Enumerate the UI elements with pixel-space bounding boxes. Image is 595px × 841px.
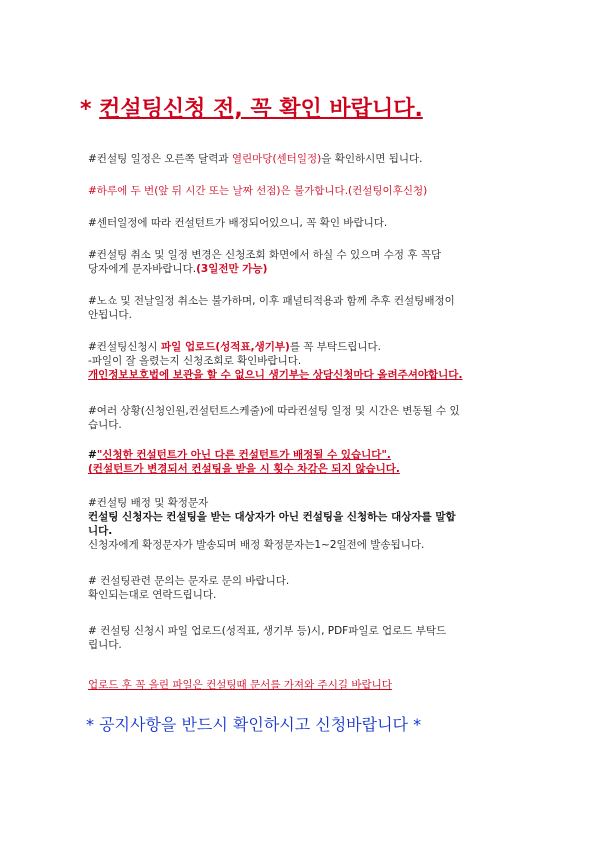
notice-file-upload-text-end: 를 꼭 부탁드립니다. — [289, 341, 381, 353]
notice-file-upload-text: #컨설팅신청시 — [88, 341, 161, 353]
notice-consultant-assignment-text: #센터일정에 따라 컨설턴트가 배정되어있으니, 꼭 확인 바랍니다. — [88, 217, 388, 229]
notice-confirmation-sms — [88, 496, 520, 552]
page-title — [80, 92, 520, 123]
notice-pdf-upload-line2: 립니다. — [88, 639, 122, 651]
notice-confirmation-sms-heading: #컨설팅 배정 및 확정문자 — [88, 497, 209, 509]
notice-cancellation-line1: #컨설팅 취소 및 일정 변경은 신청조회 화면에서 하실 수 있으며 수정 후 꼭담 — [88, 249, 442, 261]
notice-double-booking — [88, 184, 520, 198]
notice-schedule-change-line2: 습니다. — [88, 419, 122, 431]
notice-pdf-upload — [88, 624, 520, 652]
notice-cancellation-line2: 당자에게 문자바랍니다. — [88, 263, 197, 275]
notice-confirmation-sms-text: 신청자에게 확정문자가 발송되며 배정 확정문자는1~2일전에 발송됩니다. — [88, 539, 425, 551]
notice-schedule — [88, 152, 520, 166]
notice-consultant-change-hash: # — [88, 449, 97, 461]
notice-applicant-definition-line2: 니다. — [88, 525, 113, 537]
notice-consultant-assignment — [88, 216, 520, 230]
notice-file-upload — [88, 340, 520, 382]
notice-schedule-text-end: 을 확인하시면 됩니다. — [321, 153, 423, 165]
notice-consultant-change-line2: (컨설턴트가 변경되서 컨설팅을 받을 시 횟수 차감은 되지 않습니다. — [88, 463, 400, 475]
notice-noshow-line2: 안됩니다. — [88, 309, 132, 321]
notice-double-booking-text: #하루에 두 번(앞 뒤 시간 또는 날짜 선점)은 불가합니다.(컨설팅이후신청) — [88, 185, 428, 197]
notice-bring-documents — [88, 678, 520, 692]
notice-schedule-change-line1: #여러 상황(신청인원,컨설턴트스케줄)에 따라컨설팅 일정 및 시간은 변동될 수 있 — [88, 405, 460, 417]
notice-schedule-text: #컨설팅 일정은 오른쪽 달력과 — [88, 153, 232, 165]
title-prefix: * — [80, 97, 100, 122]
notice-noshow-line1: #노쇼 및 전날일정 취소는 불가하며, 이후 패널티적용과 함께 추후 컨설팅배정이 — [88, 295, 455, 307]
notice-bring-documents-text: 업로드 후 꼭 올린 파일은 컨설팅때 문서를 가져와 주시길 바랍니다 — [88, 679, 392, 691]
center-schedule-link-text: 열린마당(센터일정) — [231, 153, 322, 165]
notice-consultant-change-line1: "신청한 컨설턴트가 아닌 다른 컨설턴트가 배정될 수 있습니다". — [96, 449, 391, 461]
notice-consultant-change — [88, 448, 520, 476]
notice-inquiry-line1: # 컨설팅관련 문의는 문자로 문의 바랍니다. — [88, 575, 290, 587]
notice-pdf-upload-line1: # 컨설팅 신청시 파일 업로드(성적표, 생기부 등)시, PDF파일로 업로드 부탁드 — [88, 625, 447, 637]
notice-applicant-definition-line1: 컨설팅 신청자는 컨설팅을 받는 대상자가 아닌 컨설팅을 신청하는 대상자를 말합 — [88, 511, 456, 523]
notice-cancellation-deadline: (3일전만 가능) — [196, 263, 268, 275]
notice-noshow — [88, 294, 520, 322]
notice-inquiry-line2: 확인되는대로 연락드립니다. — [88, 589, 217, 601]
title-text: 컨설팅신청 전, 꼭 확인 바랍니다. — [99, 97, 423, 122]
notice-schedule-change — [88, 404, 520, 432]
notice-inquiry — [88, 574, 520, 602]
footer-notice: * 공지사항을 반드시 확인하시고 신청바랍니다 * — [86, 715, 422, 734]
notice-file-upload-highlight: 파일 업로드(성적표,생기부) — [161, 341, 290, 353]
notice-cancellation — [88, 248, 520, 276]
notice-privacy-warning: 개인정보보호법에 보관을 할 수 없으니 생기부는 상담신청마다 올려주셔야합니다. — [88, 369, 463, 381]
notice-file-upload-check: -파일이 잘 올렸는지 신청조회로 확인바랍니다. — [88, 355, 302, 367]
